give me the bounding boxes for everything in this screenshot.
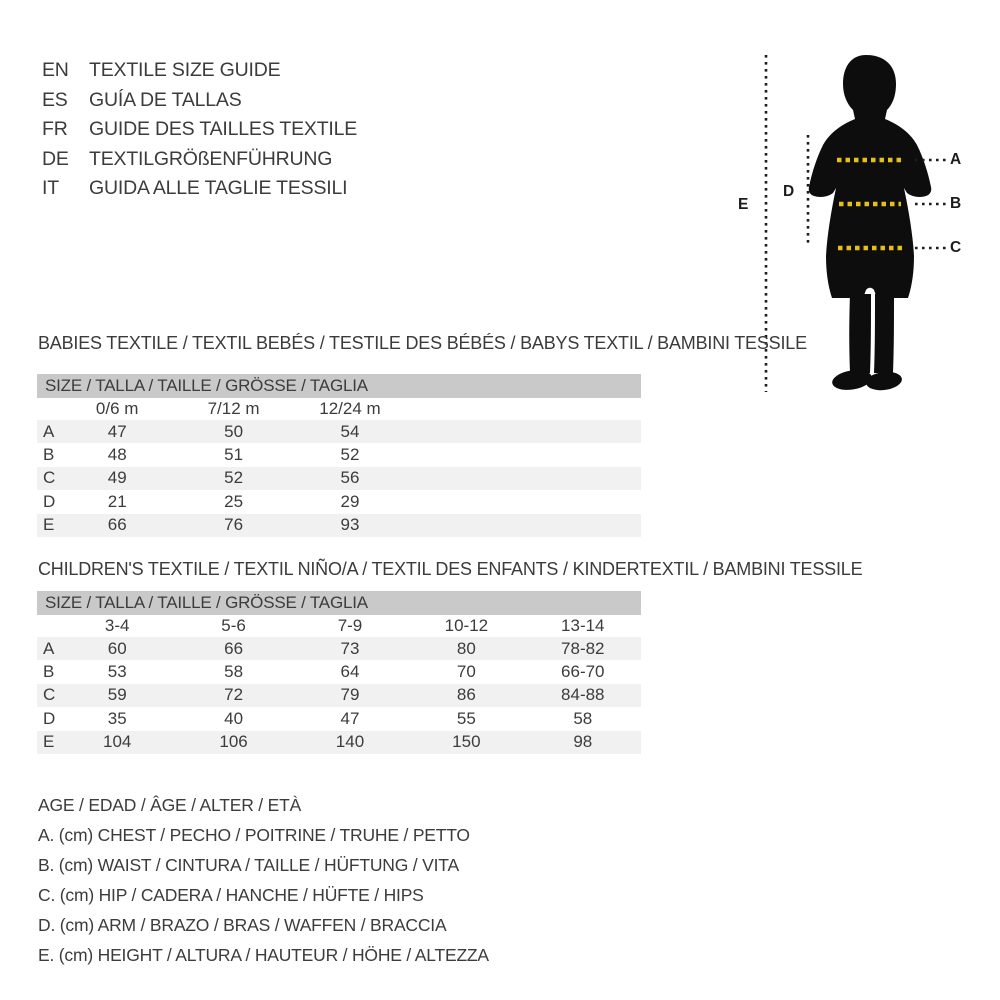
table-cell: 35 <box>107 708 127 728</box>
column-header: 5-6 <box>221 616 246 635</box>
table-row <box>37 660 641 683</box>
table-cell: 66-70 <box>561 662 605 682</box>
table-cell: 140 <box>335 732 365 752</box>
table-row <box>37 443 641 466</box>
language-title: GUÍA DE TALLAS <box>89 88 242 111</box>
language-row-fr <box>42 115 357 145</box>
table-cell: 106 <box>219 732 248 752</box>
language-row-de <box>42 145 357 175</box>
legend-age: AGE / EDAD / ÂGE / ALTER / ETÀ <box>38 795 302 815</box>
language-row-en <box>42 56 357 86</box>
marker-label-chest: A <box>950 151 962 168</box>
row-label: A <box>43 638 55 658</box>
language-list <box>42 56 357 204</box>
table-cell: 48 <box>107 445 127 465</box>
legend-waist: B. (cm) WAIST / CINTURA / TAILLE / HÜFTUNG / VITA <box>38 855 459 875</box>
table-cell: 52 <box>340 445 360 465</box>
table-cell: 52 <box>224 468 244 488</box>
table-cell: 98 <box>573 732 593 752</box>
row-label: D <box>43 708 56 728</box>
table-cell: 78-82 <box>561 638 605 658</box>
table-cell: 54 <box>340 421 360 441</box>
table-cell: 79 <box>340 685 360 705</box>
legend-chest: A. (cm) CHEST / PECHO / POITRINE / TRUHE / PETTO <box>38 825 470 845</box>
column-header: 10-12 <box>444 616 489 635</box>
language-code: EN <box>42 59 69 81</box>
language-code: FR <box>42 118 68 140</box>
row-label: B <box>43 445 55 465</box>
table-cell: 51 <box>224 445 244 465</box>
row-label: D <box>43 491 56 511</box>
language-title: TEXTILE SIZE GUIDE <box>89 59 281 81</box>
table-cell: 29 <box>340 491 360 511</box>
table-cell: 47 <box>107 421 127 441</box>
table-cell: 73 <box>340 638 360 658</box>
size-header-bar <box>37 591 641 615</box>
table-cell: 56 <box>340 468 360 488</box>
table-row <box>37 731 641 754</box>
column-header: 3-4 <box>104 616 130 635</box>
table-row <box>37 637 641 660</box>
table-cell: 66 <box>224 638 244 658</box>
measurement-legend <box>38 790 489 970</box>
child-left-leg <box>849 294 871 373</box>
legend-arm: D. (cm) ARM / BRAZO / BRAS / WAFFEN / BRACCIA <box>38 915 447 935</box>
table-cell: 40 <box>224 708 244 728</box>
column-header-row <box>37 398 641 420</box>
table-row <box>37 490 641 513</box>
language-title: TEXTILGRÖßENFÜHRUNG <box>89 147 333 170</box>
legend-hip: C. (cm) HIP / CADERA / HANCHE / HÜFTE / HIPS <box>38 885 424 905</box>
babies-size-table <box>37 374 641 537</box>
child-silhouette-diagram <box>700 40 998 412</box>
marker-label-waist: B <box>950 195 962 212</box>
language-title: GUIDA ALLE TAGLIE TESSILI <box>89 177 348 199</box>
marker-label-height: E <box>738 196 749 213</box>
child-right-leg <box>874 294 894 373</box>
row-label: E <box>43 515 55 535</box>
table-cell: 84-88 <box>561 685 605 705</box>
size-header-label: SIZE / TALLA / TAILLE / GRÖSSE / TAGLIA <box>37 591 641 615</box>
measurement-figure <box>700 40 998 412</box>
table-cell: 76 <box>224 515 244 535</box>
table-cell: 66 <box>107 515 127 535</box>
table-cell: 50 <box>224 421 244 441</box>
table-cell: 64 <box>340 662 360 682</box>
size-header-bar <box>37 374 641 398</box>
row-label: B <box>43 662 55 682</box>
table-cell: 53 <box>107 662 127 682</box>
column-header: 12/24 m <box>319 399 381 418</box>
column-header: 7-9 <box>337 616 363 635</box>
row-label: C <box>43 468 56 488</box>
table-cell: 59 <box>107 685 127 705</box>
table-cell: 150 <box>452 732 481 752</box>
children-size-table <box>37 591 641 754</box>
table-cell: 58 <box>573 708 593 728</box>
row-label: C <box>43 685 56 705</box>
legend-height: E. (cm) HEIGHT / ALTURA / HAUTEUR / HÖHE / ALTEZZA <box>38 945 489 965</box>
table-cell: 70 <box>456 662 476 682</box>
language-row-es <box>42 86 357 116</box>
table-cell: 72 <box>224 685 244 705</box>
column-header: 7/12 m <box>207 399 260 418</box>
children-section-heading: CHILDREN'S TEXTILE / TEXTIL NIÑO/A / TEXTIL DES ENFANTS / KINDERTEXTIL / BAMBINI TESSILE <box>38 559 863 579</box>
language-code: IT <box>42 177 59 199</box>
marker-label-arm: D <box>783 183 795 200</box>
row-label: A <box>43 421 55 441</box>
table-cell: 47 <box>340 708 360 728</box>
table-row <box>37 467 641 490</box>
table-cell: 25 <box>224 491 244 511</box>
table-cell: 86 <box>456 685 476 705</box>
column-header: 0/6 m <box>95 399 139 418</box>
table-cell: 80 <box>456 638 476 658</box>
row-label: E <box>43 732 55 752</box>
babies-section-heading: BABIES TEXTILE / TEXTIL BEBÉS / TESTILE DES BÉBÉS / BABYS TEXTIL / BAMBINI TESSILE <box>38 333 807 353</box>
marker-label-hip: C <box>950 239 962 256</box>
language-row-it <box>42 174 357 204</box>
language-code: DE <box>42 147 69 170</box>
column-header: 13-14 <box>561 616 605 635</box>
language-title: GUIDE DES TAILLES TEXTILE <box>89 118 358 140</box>
table-cell: 55 <box>456 708 476 728</box>
table-cell: 49 <box>107 468 127 488</box>
size-header-label: SIZE / TALLA / TAILLE / GRÖSSE / TAGLIA <box>37 374 641 398</box>
table-cell: 93 <box>340 515 360 535</box>
column-header-row <box>37 615 641 637</box>
table-cell: 60 <box>107 638 127 658</box>
language-code: ES <box>42 88 68 111</box>
child-right-shoe <box>865 370 903 392</box>
child-body-silhouette <box>809 55 932 298</box>
table-cell: 58 <box>224 662 244 682</box>
table-row <box>37 514 641 537</box>
table-cell: 21 <box>107 491 127 511</box>
table-row <box>37 707 641 730</box>
table-row <box>37 420 641 443</box>
table-cell: 104 <box>103 732 132 752</box>
table-row <box>37 684 641 707</box>
